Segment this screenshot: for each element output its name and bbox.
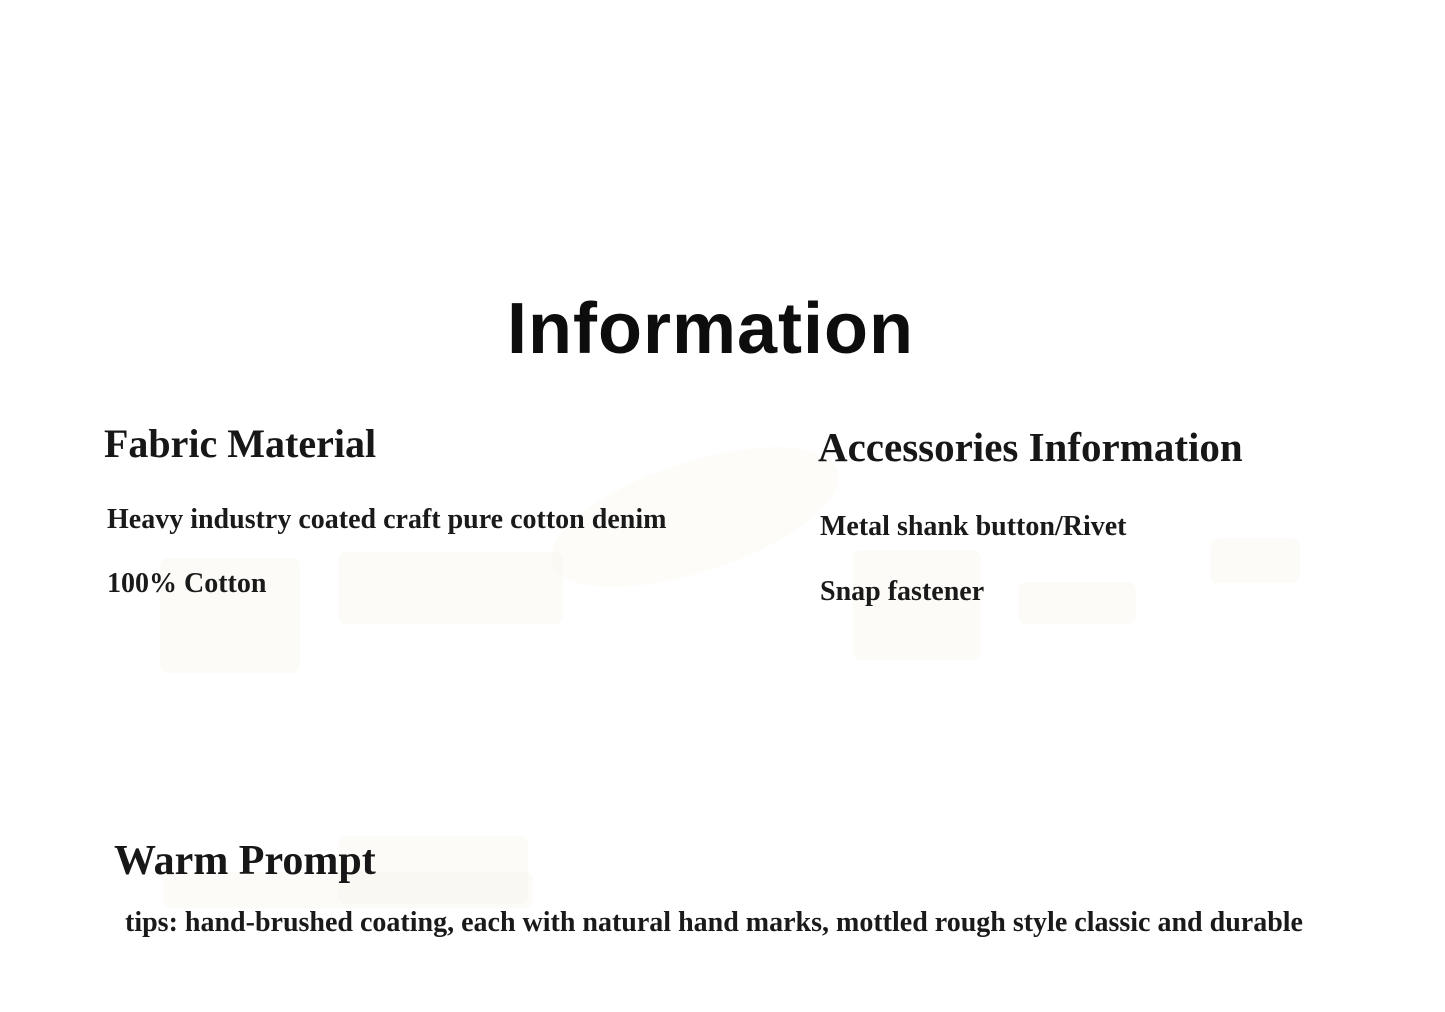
fabric-material-line: 100% Cotton (107, 568, 267, 599)
fabric-material-line: Heavy industry coated craft pure cotton denim (107, 504, 667, 535)
page-title: Information (507, 289, 914, 369)
background-artifact (338, 552, 563, 624)
fabric-material-heading: Fabric Material (104, 421, 377, 466)
accessories-information-line: Metal shank button/Rivet (820, 511, 1127, 542)
accessories-information-line: Snap fastener (820, 576, 985, 607)
warm-prompt-tips: tips: hand-brushed coating, each with natural hand marks, mottled rough style classic and durable (125, 907, 1303, 938)
background-artifact (1018, 582, 1136, 624)
warm-prompt-heading: Warm Prompt (114, 838, 376, 884)
background-artifact (1210, 538, 1300, 583)
accessories-information-heading: Accessories Information (818, 424, 1243, 470)
